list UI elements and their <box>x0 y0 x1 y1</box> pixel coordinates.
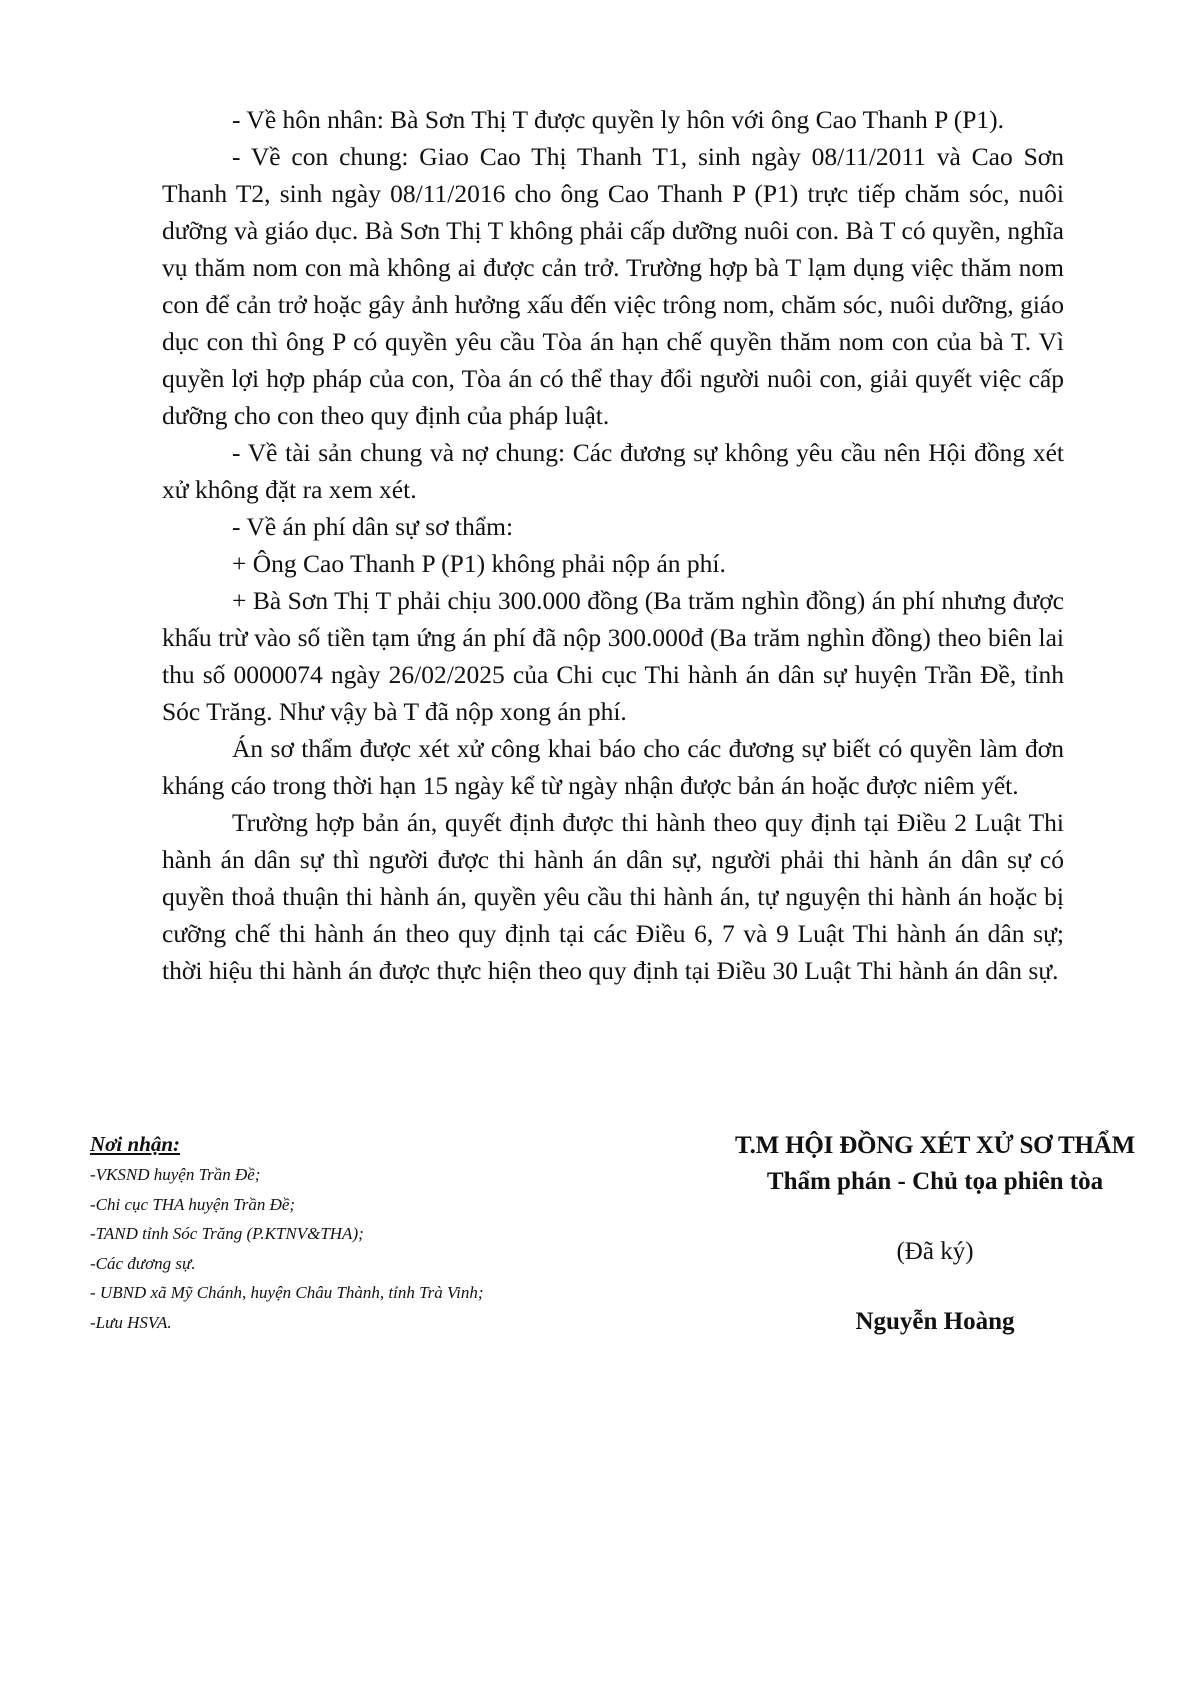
recipients-heading: Nơi nhận: <box>90 1132 181 1156</box>
recipients-block <box>90 1128 690 1337</box>
judgment-body <box>162 101 1064 989</box>
paragraph-children: - Về con chung: Giao Cao Thị Thanh T1, sinh ngày 08/11/2011 và Cao Sơn Thanh T2, sinh ngày 08/11/2016 cho ông Cao Thanh P (P1) trực tiếp chăm sóc, nuôi dưỡng và giáo dục. Bà Sơn Thị T không phải cấp dưỡng nuôi con. Bà T có quyền, nghĩa vụ thăm nom con mà không ai được cản trở. Trường hợp bà T lạm dụng việc thăm nom con để cản trở hoặc gây ảnh hưởng xấu đến việc trông nom, chăm sóc, nuôi dưỡng, giáo dục con thì ông P có quyền yêu cầu Tòa án hạn chế quyền thăm nom con của bà T. Vì quyền lợi hợp pháp của con, Tòa án có thể thay đổi người nuôi con, giải quyết việc cấp dưỡng cho con theo quy định của pháp luật. <box>162 142 1064 430</box>
paragraph-marriage: - Về hôn nhân: Bà Sơn Thị T được quyền ly hôn với ông Cao Thanh P (P1). <box>232 105 1005 134</box>
judge-role: Thẩm phán - Chủ tọa phiên tòa <box>766 1168 1104 1195</box>
paragraph-court-fee-t: + Bà Sơn Thị T phải chịu 300.000 đồng (Ba trăm nghìn đồng) án phí nhưng được khấu trừ vào số tiền tạm ứng án phí đã nộp 300.000đ (Ba trăm nghìn đồng) theo biên lai thu số 0000074 ngày 26/02/2025 của Chi cục Thi hành án dân sự huyện Trần Đề, tỉnh Sóc Trăng. Như vậy bà T đã nộp xong án phí. <box>162 586 1064 726</box>
signature-block <box>690 1128 1180 1340</box>
signed-note: (Đã ký) <box>896 1238 974 1265</box>
recipient-item: -VKSND huyện Trần Đề; <box>90 1165 261 1184</box>
panel-title: T.M HỘI ĐỒNG XÉT XỬ SƠ THẨM <box>735 1132 1135 1159</box>
recipient-item: - UBND xã Mỹ Chánh, huyện Châu Thành, tỉnh Trà Vinh; <box>90 1283 484 1302</box>
recipient-item: -TAND tỉnh Sóc Trăng (P.KTNV&THA); <box>90 1224 364 1243</box>
paragraph-court-fee-p: + Ông Cao Thanh P (P1) không phải nộp án phí. <box>232 549 726 578</box>
judge-name: Nguyễn Hoàng <box>855 1308 1015 1335</box>
recipient-item: -Chi cục THA huyện Trần Đề; <box>90 1194 296 1214</box>
paragraph-assets-debts: - Về tài sản chung và nợ chung: Các đương sự không yêu cầu nên Hội đồng xét xử không đặt ra xem xét. <box>162 438 1064 504</box>
paragraph-appeal-right: Án sơ thẩm được xét xử công khai báo cho các đương sự biết có quyền làm đơn kháng cáo trong thời hạn 15 ngày kể từ ngày nhận được bản án hoặc được niêm yết. <box>162 734 1064 800</box>
paragraph-enforcement: Trường hợp bản án, quyết định được thi hành theo quy định tại Điều 2 Luật Thi hành án dân sự thì người được thi hành án dân sự, người phải thi hành án dân sự có quyền thoả thuận thi hành án, quyền yêu cầu thi hành án, tự nguyện thi hành án hoặc bị cưỡng chế thi hành án theo quy định tại các Điều 6, 7 và 9 Luật Thi hành án dân sự; thời hiệu thi hành án được thực hiện theo quy định tại Điều 30 Luật Thi hành án dân sự. <box>162 808 1064 985</box>
recipient-item: -Các đương sự. <box>90 1253 196 1273</box>
recipient-item: -Lưu HSVA. <box>90 1312 172 1332</box>
paragraph-court-fee-heading: - Về án phí dân sự sơ thẩm: <box>232 512 514 541</box>
